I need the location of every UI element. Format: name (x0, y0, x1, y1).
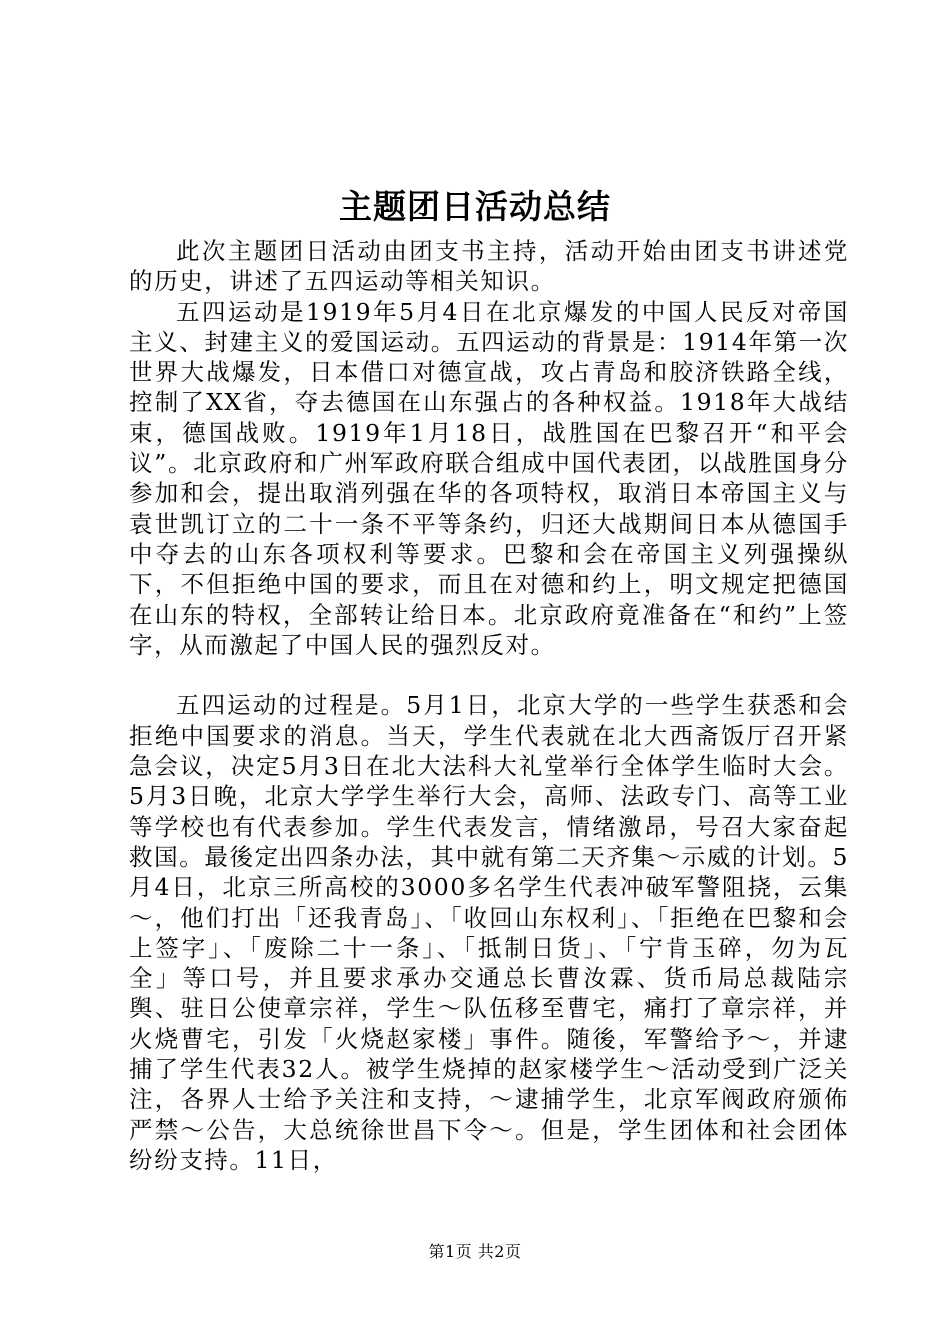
document-title: 主题团日活动总结 (339, 187, 611, 226)
page-footer: 第1页 共2页 (428, 1242, 522, 1261)
document-body (129, 236, 849, 1175)
paragraph-intro: 此次主题团日活动由团支书主持，活动开始由团支书讲述党的历史，讲述了五四运动等相关知识。 (129, 237, 849, 296)
paragraph-background: 五四运动是1919年5月4日在北京爆发的中国人民反对帝国主义、封建主义的爱国运动。五四运动的背景是：1914年第一次世界大战爆发，日本借口对德宣战，攻占青岛和胶济铁路全线，控制了XX省，夺去德国在山东强占的各种权益。1918年大战结束，德国战败。1919年1月18日，战胜国在巴黎召开“和平会议”。北京政府和广州军政府联合组成中国代表团，以战胜国身分参加和会，提出取消列强在华的各项特权，取消日本帝国主义与袁世凯订立的二十一条不平等条约，归还大战期间日本从德国手中夺去的山东各项权利等要求。巴黎和会在帝国主义列强操纵下，不但拒绝中国的要求，而且在对德和约上，明文规定把德国在山东的特权，全部转让给日本。北京政府竟准备在“和约”上签字，从而激起了中国人民的强烈反对。 (129, 297, 849, 659)
paragraph-process: 五四运动的过程是。5月1日，北京大学的一些学生获悉和会拒绝中国要求的消息。当天，学生代表就在北大西斋饭厅召开紧急会议，决定5月3日在北大法科大礼堂举行全体学生临时大会。5月3日晚，北京大学学生举行大会，高师、法政专门、高等工业等学校也有代表参加。学生代表发言，情绪激昂，号召大家奋起救国。最後定出四条办法，其中就有第二天齐集～示威的计划。5月4日，北京三所高校的3000多名学生代表冲破军警阻挠，云集～，他们打出「还我青岛」、「收回山东权利」、「拒绝在巴黎和会上签字」、「废除二十一条」、「抵制日货」、「宁肯玉碎，勿为瓦全」等口号，并且要求承办交通总长曹汝霖、货币局总裁陆宗舆、驻日公使章宗祥，学生～队伍移至曹宅，痛打了章宗祥，并火烧曹宅，引发「火烧赵家楼」事件。随後，军警给予～，并逮捕了学生代表32人。被学生烧掉的赵家楼学生～活动受到广泛关注，各界人士给予关注和支持，～逮捕学生，北京军阀政府颁佈严禁～公告，大总统徐世昌下令～。但是，学生团体和社会团体纷纷支持。11日， (129, 691, 849, 1174)
paragraph-spacer (129, 660, 849, 690)
